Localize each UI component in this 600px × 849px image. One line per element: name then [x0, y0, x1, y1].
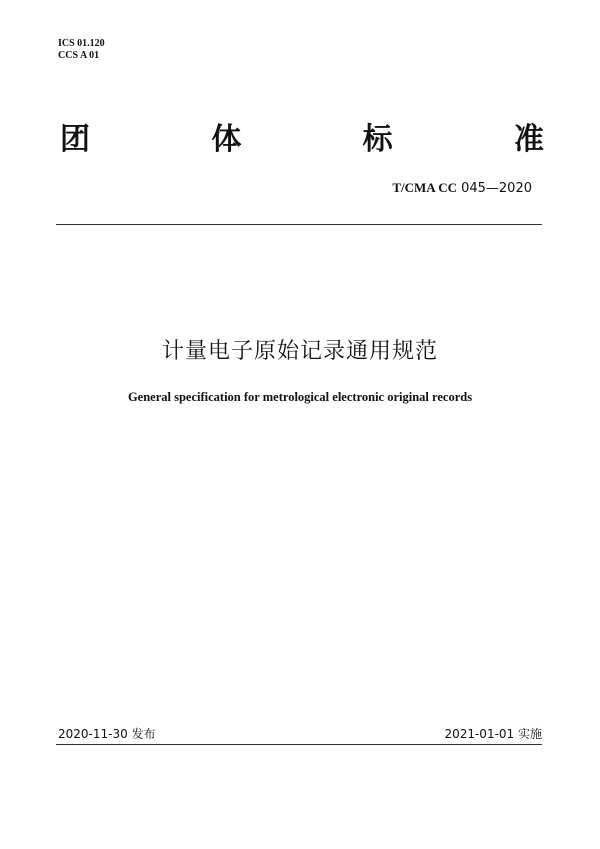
standard-number-value: 045—2020 [456, 181, 532, 196]
standard-type-char: 体 [211, 122, 242, 157]
standard-number-prefix: T/CMA CC [392, 180, 457, 195]
document-title-english: General specification for metrological electronic original records [127, 390, 473, 404]
standard-type-char: 团 [60, 122, 90, 157]
standard-type-char: 准 [513, 122, 544, 157]
standard-type-char: 标 [362, 122, 393, 157]
standard-type-heading [60, 122, 544, 158]
publish-date: 2020-11-30 发布 [58, 727, 156, 741]
classification-codes [58, 38, 105, 62]
standard-number [392, 180, 532, 196]
ccs-code: CCS A 01 [58, 50, 100, 61]
document-title-chinese: 计量电子原始记录通用规范 [161, 339, 438, 364]
top-divider [56, 224, 542, 225]
bottom-divider [56, 744, 542, 745]
ics-code: ICS 01.120 [58, 38, 105, 49]
effective-date: 2021-01-01 实施 [444, 727, 542, 741]
